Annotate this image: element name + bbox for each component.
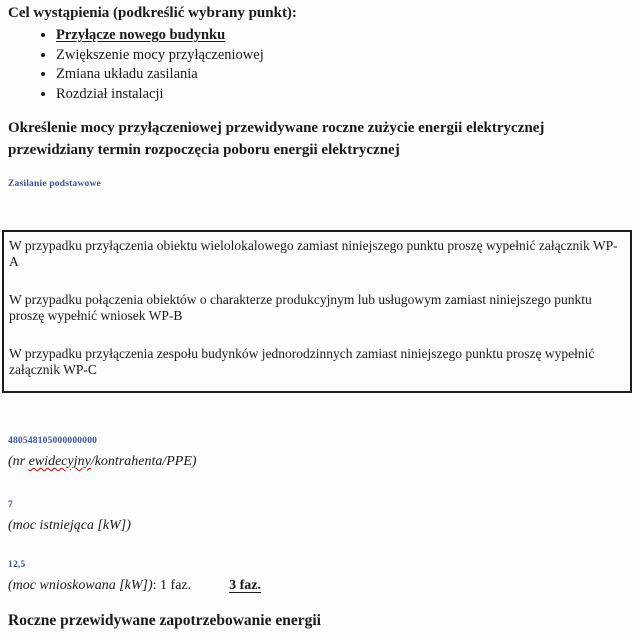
requested-power-label xyxy=(8,577,632,595)
intro-paragraph: Określenie mocy przyłączeniowej przewidywane roczne zużycie energii elektrycznej przewidziany termin rozpoczęcia poboru energii elektrycznej xyxy=(8,120,545,158)
section-heading-roczne-zapotrzebowanie: Roczne przewidywane zapotrzebowanie energii xyxy=(8,612,321,629)
existing-power-label: (moc istniejąca [kW]) xyxy=(8,518,131,533)
ppe-label-suffix: /kontrahenta/PPE) xyxy=(90,454,197,469)
requested-power-field-value[interactable]: 12,5 xyxy=(8,560,26,570)
notice-paragraph-wp-b: W przypadku połączenia obiektów o charakterze produkcyjnym lub usługowym zamiast niniejszego punktu proszę wypełnić wniosek WP-B xyxy=(9,292,592,323)
goal-item-zwiekszenie-mocy: • Zwiększenie mocy przyłączeniowej xyxy=(56,46,632,66)
section-heading-cel-wystapienia: Cel wystąpienia (podkreślić wybrany punkt): xyxy=(8,5,297,21)
phase-1-option: : 1 faz. xyxy=(152,578,192,593)
notice-paragraph-wp-c: W przypadku przyłączenia zespołu budynków jednorodzinnych zamiast niniejszego punktu proszę wypełnić załącznik WP-C xyxy=(9,346,595,377)
ppe-field-label xyxy=(8,453,632,471)
goal-bullet-list xyxy=(8,26,632,104)
goal-item-rozdzial-instalacji: • Rozdział instalacji xyxy=(56,85,632,105)
ppe-number-field-value[interactable]: 480548105000000000 xyxy=(8,436,98,446)
notice-box xyxy=(2,230,632,393)
requested-power-label-italic: (moc wnioskowana [kW]) xyxy=(8,578,153,593)
goal-item-przylacze-nowego-budynku: • Przyłącze nowego budynku xyxy=(56,26,632,46)
supply-type-field-value[interactable]: Zasilanie podstawowe xyxy=(8,179,101,189)
requested-power-field-group xyxy=(8,559,632,595)
notice-paragraph-wp-a: W przypadku przyłączenia obiektu wielolokalowego zamiast niniejszego punktu proszę wypełnić załącznik WP-A xyxy=(9,238,618,269)
ppe-field-group xyxy=(8,435,632,471)
ppe-label-prefix: (nr xyxy=(8,454,29,469)
existing-power-field-group xyxy=(8,499,632,535)
phase-3-option-selected: 3 faz. xyxy=(229,578,262,593)
goal-item-zmiana-ukladu: • Zmiana układu zasilania xyxy=(56,65,632,85)
existing-power-field-value[interactable]: 7 xyxy=(8,500,13,510)
ppe-label-misspelled-word: ewidecyjny xyxy=(28,454,91,469)
